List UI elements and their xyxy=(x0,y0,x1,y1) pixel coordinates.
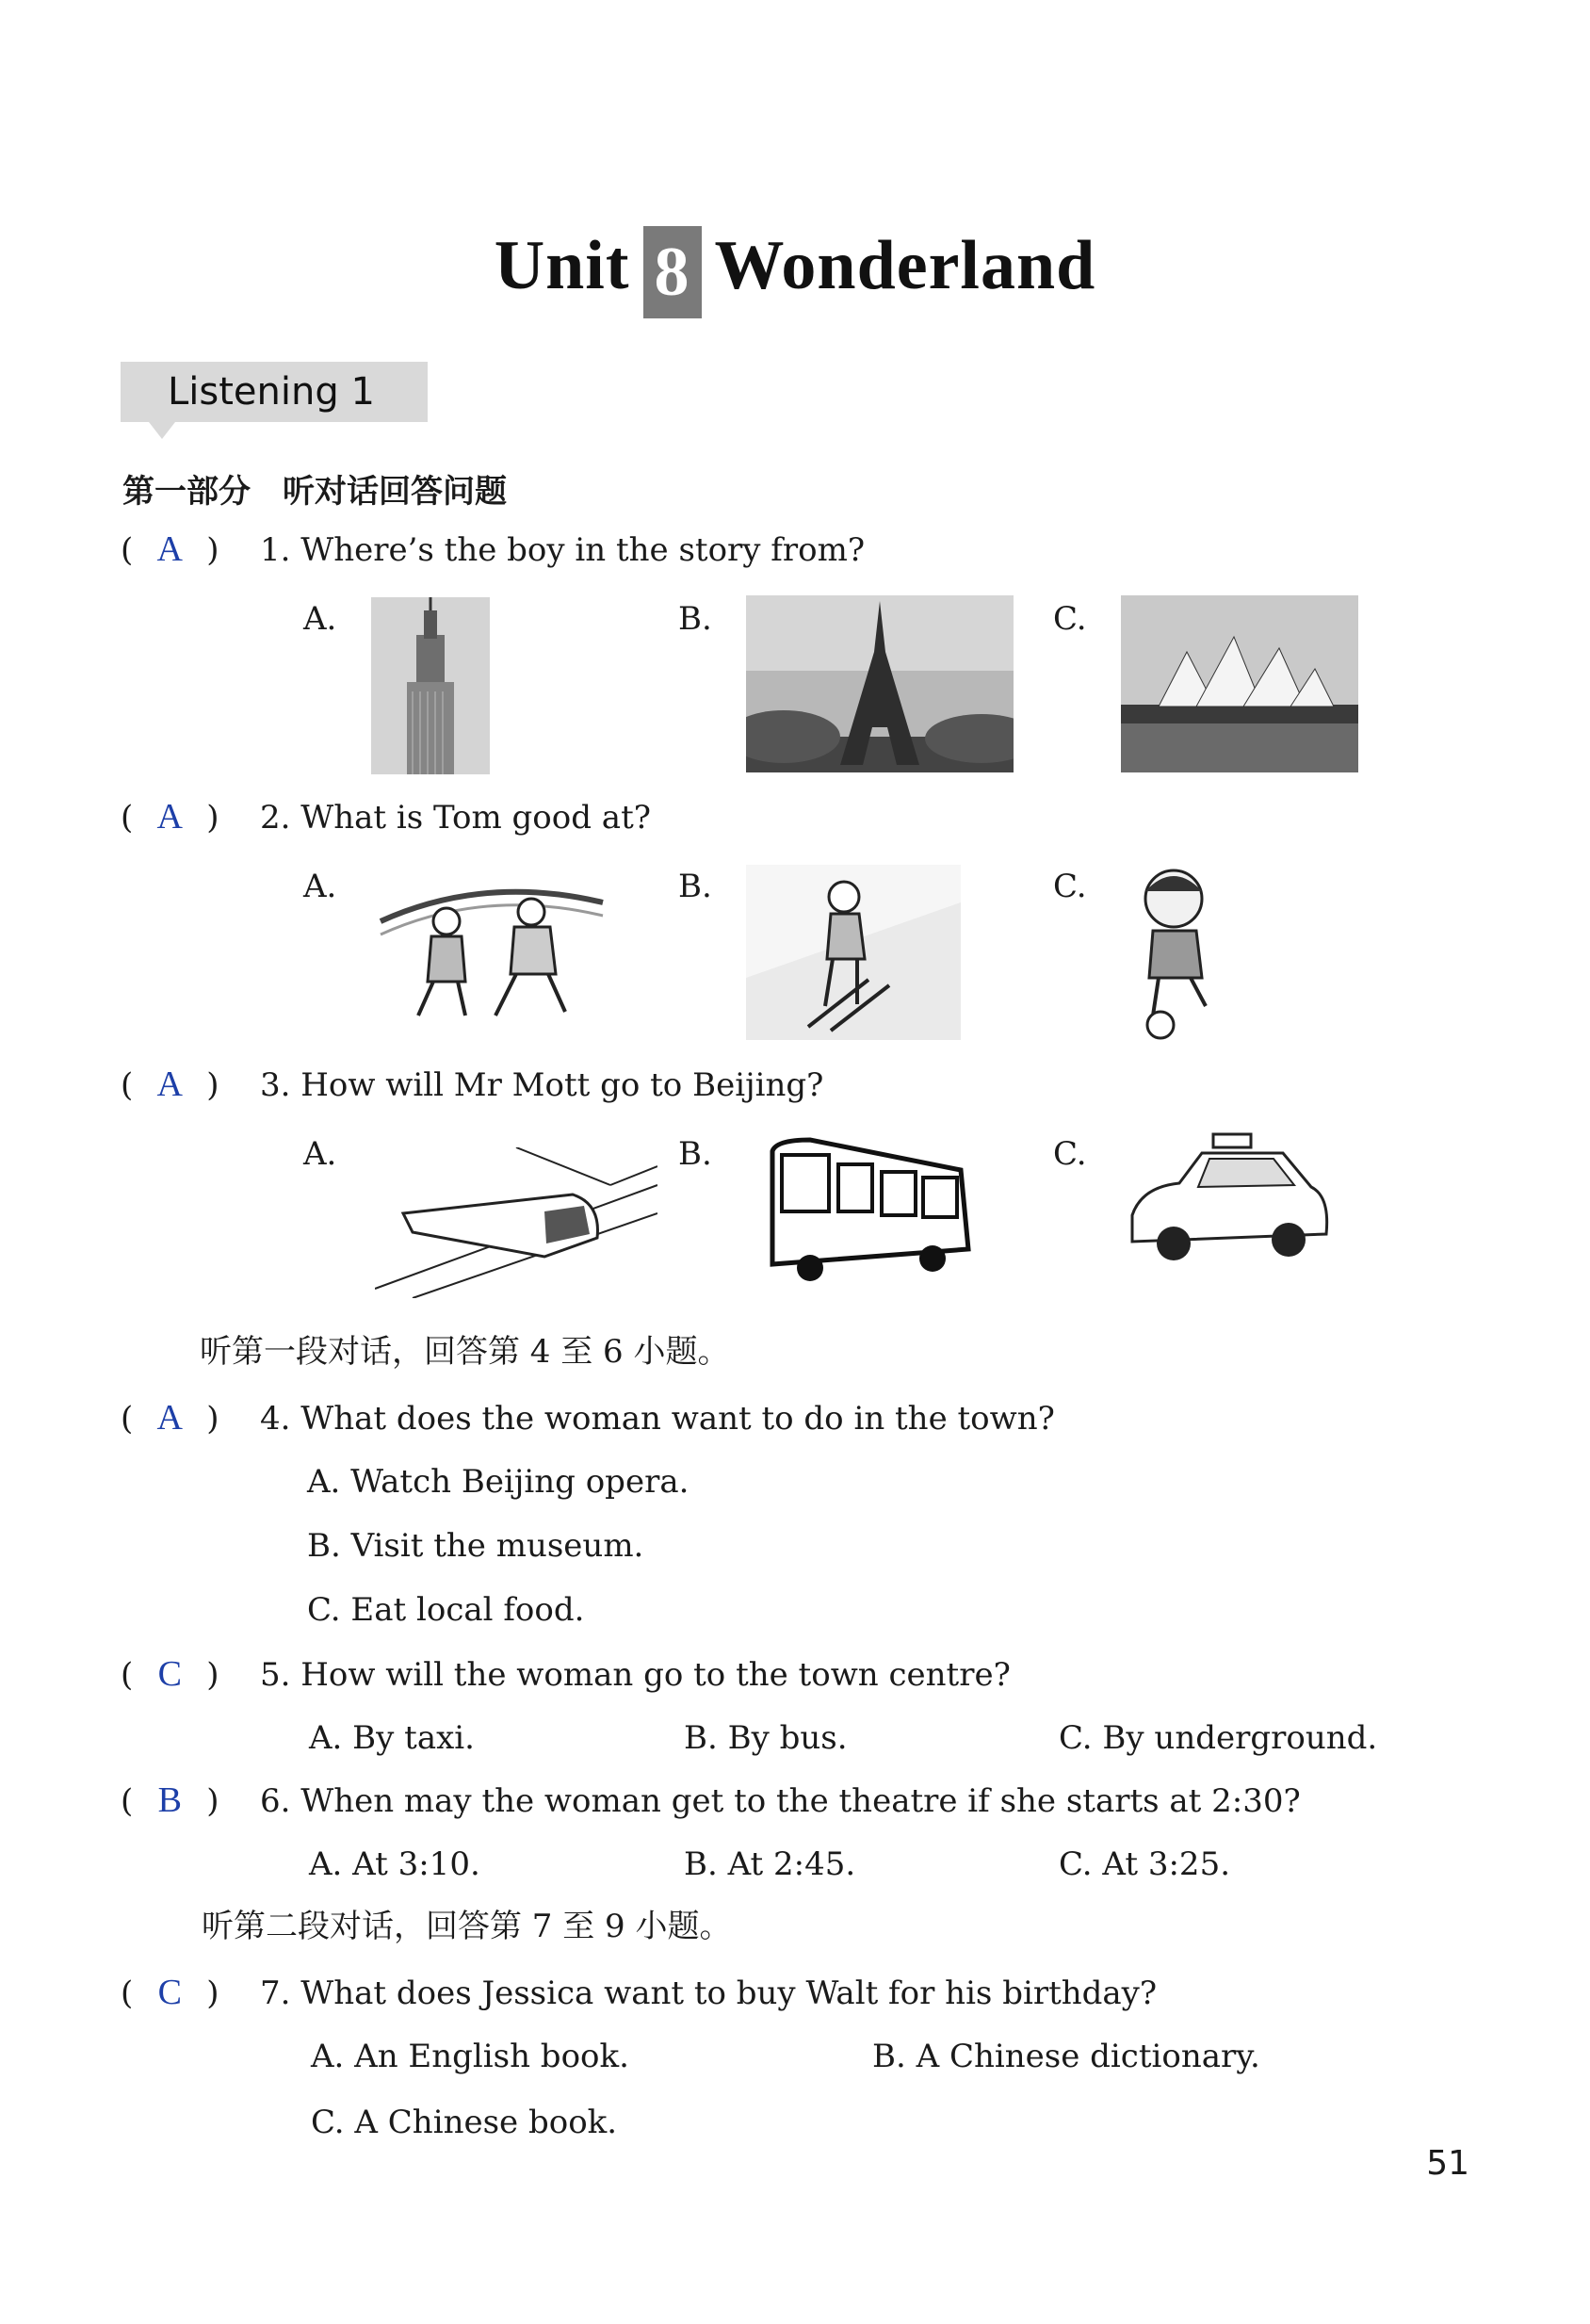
q1-option-b-label: B. xyxy=(678,600,712,638)
answer-6: B xyxy=(157,1780,182,1820)
q2-option-a-label: A. xyxy=(303,868,337,905)
answer-7: C xyxy=(157,1973,182,2012)
section-tag: Listening 1 xyxy=(121,362,428,422)
page-number: 51 xyxy=(1426,2144,1469,2183)
q2-option-c-label: C. xyxy=(1053,868,1087,905)
q7-option-c: C. A Chinese book. xyxy=(311,2104,618,2141)
q4-option-c: C. Eat local food. xyxy=(307,1591,585,1629)
question-3: ( A ) 3. How will Mr Mott go to Beijing? xyxy=(121,1064,824,1104)
q6-option-b: B. At 2:45. xyxy=(684,1845,856,1883)
dialogue-1-instruction: 听第一段对话，回答第 4 至 6 小题。 xyxy=(200,1333,730,1371)
question-4-text: 4. What does the woman want to do in the town? xyxy=(260,1400,1055,1438)
football-image xyxy=(1121,865,1234,1042)
q5-option-a: A. By taxi. xyxy=(309,1719,475,1757)
section-heading: 第一部分 听对话回答问题 xyxy=(122,473,507,511)
title-unit-name: Wonderland xyxy=(714,227,1096,304)
train-image xyxy=(375,1147,657,1298)
bus-image xyxy=(754,1136,980,1283)
q2-option-b-label: B. xyxy=(678,868,712,905)
answer-4: A xyxy=(156,1398,183,1438)
question-5: ( C ) 5. How will the woman go to the town centre? xyxy=(121,1654,1011,1694)
q3-option-b-label: B. xyxy=(678,1135,712,1173)
q7-option-b: B. A Chinese dictionary. xyxy=(872,2038,1260,2075)
answer-5: C xyxy=(157,1654,182,1694)
question-3-text: 3. How will Mr Mott go to Beijing? xyxy=(260,1066,824,1104)
unit-number-badge: 8 xyxy=(643,226,702,318)
answer-1: A xyxy=(156,529,183,569)
q1-option-c-label: C. xyxy=(1053,600,1087,638)
skiing-image xyxy=(746,865,961,1040)
question-6-text: 6. When may the woman get to the theatre if she starts at 2:30? xyxy=(260,1782,1301,1820)
answer-3: A xyxy=(156,1064,183,1104)
dialogue-2-instruction: 听第二段对话，回答第 7 至 9 小题。 xyxy=(202,1908,732,1945)
q4-option-a: A. Watch Beijing opera. xyxy=(307,1463,690,1501)
sydney-opera-house-image xyxy=(1121,595,1358,772)
q6-option-a: A. At 3:10. xyxy=(309,1845,480,1883)
question-4: ( A ) 4. What does the woman want to do in the town? xyxy=(121,1398,1055,1438)
question-7: ( C ) 7. What does Jessica want to buy Walt for his birthday? xyxy=(121,1973,1158,2012)
q3-option-c-label: C. xyxy=(1053,1135,1087,1173)
question-5-text: 5. How will the woman go to the town centre? xyxy=(260,1656,1011,1694)
q7-option-a: A. An English book. xyxy=(311,2038,629,2075)
empire-state-building-image xyxy=(371,597,490,774)
q4-option-b: B. Visit the museum. xyxy=(307,1527,644,1565)
q3-option-a-label: A. xyxy=(303,1135,337,1173)
q1-option-a-label: A. xyxy=(303,600,337,638)
unit-title xyxy=(0,226,1590,318)
question-2: ( A ) 2. What is Tom good at? xyxy=(121,797,651,837)
title-unit-word: Unit xyxy=(494,227,630,304)
answer-2: A xyxy=(156,797,183,837)
q5-option-c: C. By underground. xyxy=(1059,1719,1378,1757)
q6-option-c: C. At 3:25. xyxy=(1059,1845,1231,1883)
question-1-text: 1. Where’s the boy in the story from? xyxy=(260,531,866,569)
q5-option-b: B. By bus. xyxy=(684,1719,848,1757)
question-7-text: 7. What does Jessica want to buy Walt for his birthday? xyxy=(260,1975,1158,2012)
ice-skating-image xyxy=(371,865,607,1031)
question-6: ( B ) 6. When may the woman get to the theatre if she starts at 2:30? xyxy=(121,1780,1301,1820)
question-2-text: 2. What is Tom good at? xyxy=(260,799,651,837)
question-1: ( A ) 1. Where’s the boy in the story from? xyxy=(121,529,866,569)
eiffel-tower-image xyxy=(746,595,1014,772)
taxi-image xyxy=(1123,1130,1332,1268)
